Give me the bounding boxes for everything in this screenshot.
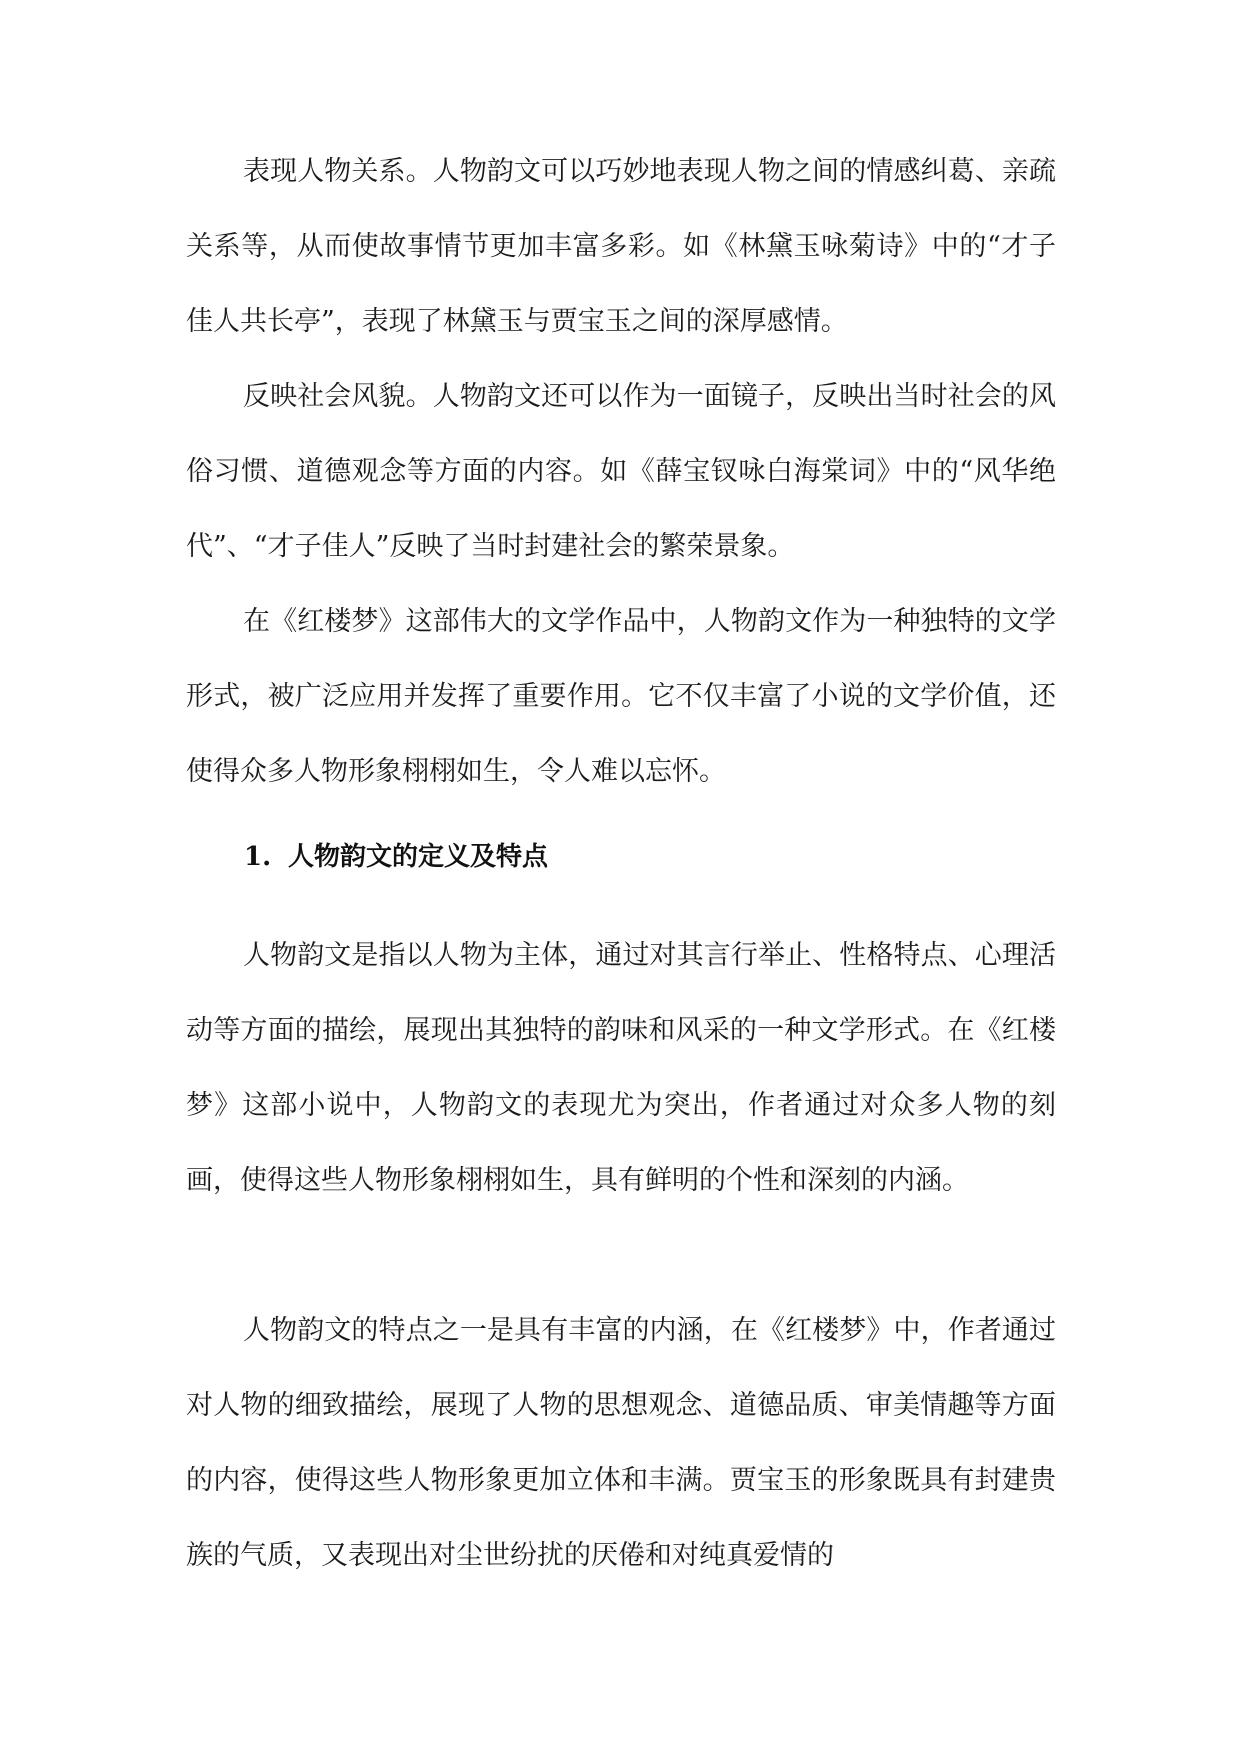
paragraph-characteristics: 人物韵文的特点之一是具有丰富的内涵，在《红楼梦》中，作者通过对人物的细致描绘，展现了人物的思想观念、道德品质、审美情趣等方面的内容，使得这些人物形象更加立体和丰满。贾宝玉的形象既具有封建贵族的气质，又表现出对尘世纷扰的厌倦和对纯真爱情的	[186, 1315, 1056, 1571]
section-number: 1.	[244, 842, 272, 872]
paragraph-character-relations: 表现人物关系。人物韵文可以巧妙地表现人物之间的情感纠葛、亲疏关系等，从而使故事情节更加丰富多彩。如《林黛玉咏菊诗》中的“才子佳人共长亭”，表现了林黛玉与贾宝玉之间的深厚感情。	[186, 156, 1056, 337]
section-title: 人物韵文的定义及特点	[288, 842, 549, 872]
paragraph-summary: 在《红楼梦》这部伟大的文学作品中，人物韵文作为一种独特的文学形式，被广泛应用并发挥了重要作用。它不仅丰富了小说的文学价值，还使得众多人物形象栩栩如生，令人难以忘怀。	[186, 606, 1056, 787]
section-heading	[244, 837, 548, 877]
paragraph-social-customs: 反映社会风貌。人物韵文还可以作为一面镜子，反映出当时社会的风俗习惯、道德观念等方面的内容。如《薛宝钗咏白海棠词》中的“风华绝代”、“才子佳人”反映了当时封建社会的繁荣景象。	[186, 381, 1056, 562]
paragraph-definition: 人物韵文是指以人物为主体，通过对其言行举止、性格特点、心理活动等方面的描绘，展现出其独特的韵味和风采的一种文学形式。在《红楼梦》这部小说中，人物韵文的表现尤为突出，作者通过对众多人物的刻画，使得这些人物形象栩栩如生，具有鲜明的个性和深刻的内涵。	[186, 940, 1056, 1196]
